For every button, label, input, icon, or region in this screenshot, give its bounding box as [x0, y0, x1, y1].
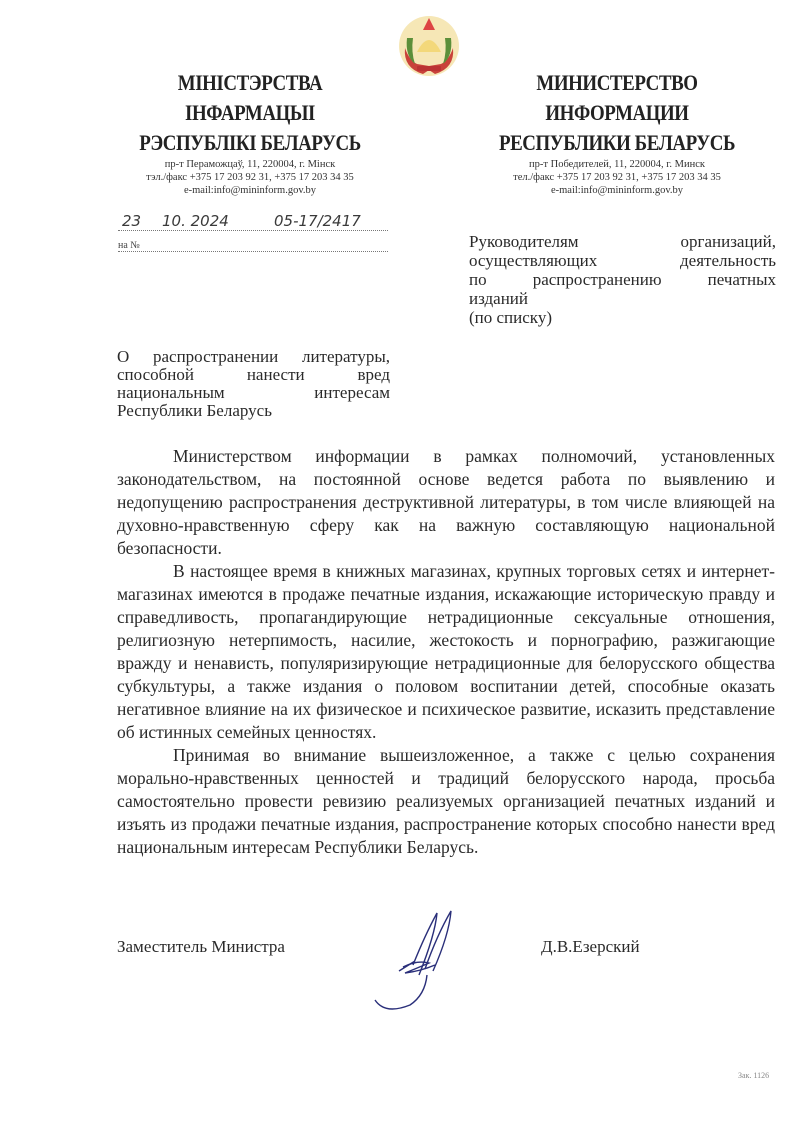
- subject-line: способной нанести вред: [117, 365, 390, 384]
- reference-block: [118, 210, 388, 252]
- addressee-line: изданий: [469, 289, 528, 308]
- signatory-title: Заместитель Министра: [117, 937, 285, 956]
- print-order-code: Зак. 1126: [738, 1071, 770, 1080]
- email-by: e-mail:info@mininform.gov.by: [183, 185, 317, 196]
- body-paragraph: Принимая во внимание вышеизложенное, а также с целью сохранения морально-нравственных ценностей и традиций белорусского народа, просьба самостоятельно провести ревизию реализуемых организацией печатных изданий и изъять из продажи печатные издания, распространение которых способно нанести вред национальным интересам Республики Беларусь.: [117, 745, 775, 857]
- addressee-line: Руководителям организаций,: [469, 232, 776, 251]
- ministry-name-by-line1: МІНІСТЭРСТВА ІНФАРМАЦЫІ: [177, 70, 323, 125]
- phone-by: тэл./факс +375 17 203 92 31, +375 17 203 34 35: [146, 172, 354, 183]
- subject-line: национальным интересам: [117, 383, 390, 402]
- phone-ru: тел./факс +375 17 203 92 31, +375 17 203 34 35: [513, 172, 721, 183]
- letterhead-russian: [452, 68, 782, 197]
- subject-line: Республики Беларусь: [117, 401, 272, 420]
- address-by: пр-т Пераможцаў, 11, 220004, г. Мінск: [164, 159, 336, 170]
- addressee-line: по распространению печатных: [469, 270, 776, 289]
- addressee-block: [469, 232, 776, 327]
- na-number-line: [118, 237, 388, 252]
- date-day: 23: [122, 212, 142, 230]
- na-number-label: на №: [118, 240, 143, 251]
- body-paragraph: В настоящее время в книжных магазинах, крупных торговых сетях и интернет-магазинах имеются в продаже печатные издания, искажающие историческую правду и справедливость, пропагандирующие нетрадиционные сексуальные отношения, религиозную нетерпимость, насилие, жестокость и порнографию, разжигающие вражду и ненависть, популяризирующие нетрадиционные для белорусского общества субкультуры, а также издания о половом воспитании детей, способные оказать негативное влияние на их физическое и психическое развитие, исказить представление об истинных семейных ценностях.: [117, 561, 775, 742]
- addressee-line: осуществляющих деятельность: [469, 251, 776, 270]
- subject-block: [117, 348, 390, 420]
- letter-body: [117, 445, 775, 859]
- body-paragraph: Министерством информации в рамках полномочий, установленных законодательством, на постоянной основе ведется работа по выявлению и недопущению распространения деструктивной литературы, в том числе влияющей на духовно-нравственную сферу как на важную составляющую национальной безопасности.: [117, 446, 775, 558]
- ministry-name-ru-line2: РЕСПУБЛИКИ БЕЛАРУСЬ: [498, 130, 736, 155]
- ministry-name-by-line2: РЭСПУБЛІКІ БЕЛАРУСЬ: [139, 130, 361, 155]
- address-ru: пр-т Победителей, 11, 220004, г. Минск: [529, 159, 705, 170]
- email-ru: e-mail:info@mininform.gov.by: [550, 185, 684, 196]
- addressee-line: (по списку): [469, 308, 552, 327]
- outgoing-number: 05-17/2417: [274, 212, 361, 230]
- handwritten-signature-icon: [355, 905, 485, 1015]
- ministry-name-ru-line1: МИНИСТЕРСТВО ИНФОРМАЦИИ: [536, 70, 698, 125]
- signatory-name: Д.В.Езерский: [541, 937, 640, 956]
- date-number-line: [118, 210, 388, 231]
- subject-line: О распространении литературы,: [117, 347, 390, 366]
- date-month-year: 10. 2024: [162, 212, 229, 230]
- letterhead-belarusian: [100, 68, 400, 197]
